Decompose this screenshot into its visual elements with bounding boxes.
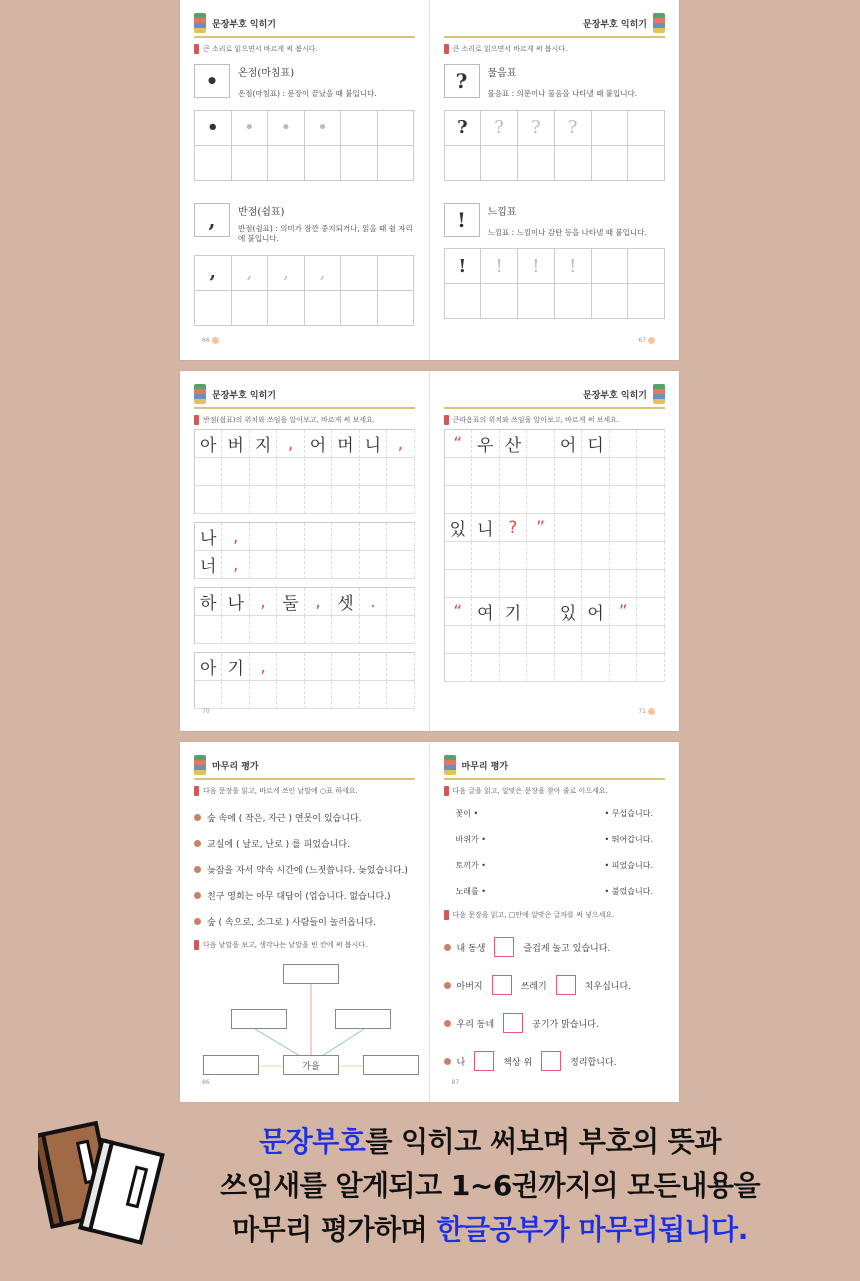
grid-cell[interactable] xyxy=(637,626,665,654)
instruction: 큰따옴표의 위치와 쓰임을 알아보고, 바르게 써 보세요. xyxy=(444,415,666,425)
grid-cell[interactable] xyxy=(250,551,277,579)
workbook-spread-3 xyxy=(180,742,679,1102)
page-66 xyxy=(180,0,430,360)
grid-cell[interactable]: ! xyxy=(518,249,555,284)
grid-cell[interactable] xyxy=(341,146,378,181)
header-title: 마무리 평가 xyxy=(461,761,509,772)
grid-cell[interactable] xyxy=(610,626,638,654)
grid-cell[interactable] xyxy=(445,486,473,514)
grid-cell[interactable] xyxy=(305,146,342,181)
grid-cell[interactable] xyxy=(305,291,342,326)
practice-grid xyxy=(444,110,666,181)
grid-cell[interactable] xyxy=(555,626,583,654)
mark-title: 반점(쉼표) xyxy=(238,206,285,218)
promo-line-3: 마무리 평가하며 한글공부가 마무리됩니다. xyxy=(232,1213,748,1246)
grid-cell[interactable]: • xyxy=(232,111,269,146)
grid-cell[interactable] xyxy=(592,111,629,146)
grid-cell[interactable] xyxy=(637,598,665,626)
page-header xyxy=(194,752,415,780)
grid-cell[interactable] xyxy=(222,616,249,644)
grid-cell[interactable]: 산 xyxy=(500,430,528,458)
grid-cell[interactable] xyxy=(341,256,378,291)
grid-cell[interactable]: 나 xyxy=(195,523,222,551)
grid-cell[interactable] xyxy=(360,486,387,514)
grid-cell[interactable] xyxy=(610,570,638,598)
grid-cell[interactable] xyxy=(445,146,482,181)
mark-glyph: , xyxy=(194,203,230,237)
grid-cell[interactable]: 기 xyxy=(222,653,249,681)
grid-cell[interactable] xyxy=(195,291,232,326)
grid-cell[interactable] xyxy=(387,523,414,551)
writing-grid-quotes xyxy=(444,429,666,682)
grid-cell[interactable] xyxy=(582,458,610,486)
grid-cell[interactable] xyxy=(222,681,249,709)
header-title: 문장부호 익히기 xyxy=(583,19,647,30)
grid-cell[interactable] xyxy=(332,523,359,551)
books-icon xyxy=(194,384,206,404)
grid-cell[interactable] xyxy=(555,570,583,598)
grid-cell[interactable] xyxy=(332,458,359,486)
grid-cell[interactable] xyxy=(341,291,378,326)
grid-cell[interactable] xyxy=(332,616,359,644)
word-box-left[interactable] xyxy=(231,1009,287,1029)
grid-cell[interactable]: “ xyxy=(445,598,473,626)
grid-cell[interactable] xyxy=(232,291,269,326)
grid-cell[interactable] xyxy=(445,458,473,486)
books-icon xyxy=(444,755,456,775)
grid-cell[interactable] xyxy=(445,570,473,598)
grid-cell[interactable] xyxy=(445,284,482,319)
grid-cell[interactable] xyxy=(378,111,415,146)
answer-box[interactable] xyxy=(492,975,512,995)
mark-glyph: ! xyxy=(444,203,480,237)
page-header xyxy=(444,752,666,780)
grid-cell[interactable]: 나 xyxy=(222,588,249,616)
pencil-icon xyxy=(444,44,449,54)
pencil-icon xyxy=(444,415,449,425)
promo-section xyxy=(0,1110,860,1281)
pencil-icon xyxy=(194,44,199,54)
grid-cell[interactable]: 어 xyxy=(582,598,610,626)
grid-cell[interactable] xyxy=(305,551,332,579)
grid-cell[interactable] xyxy=(527,430,555,458)
grid-cell[interactable] xyxy=(472,542,500,570)
grid-cell[interactable] xyxy=(582,542,610,570)
grid-cell[interactable] xyxy=(472,626,500,654)
page-header xyxy=(444,381,666,409)
grid-cell[interactable] xyxy=(277,486,304,514)
answer-box[interactable] xyxy=(503,1013,523,1033)
grid-cell[interactable]: 너 xyxy=(195,551,222,579)
grid-cell[interactable] xyxy=(360,653,387,681)
grid-cell[interactable] xyxy=(360,616,387,644)
grid-cell[interactable]: ” xyxy=(610,598,638,626)
center-word: 가을 xyxy=(283,1055,339,1075)
grid-cell[interactable] xyxy=(222,486,249,514)
grid-cell[interactable]: , xyxy=(232,256,269,291)
mark-desc: 온점(마침표) : 문장이 끝났을 때 붙입니다. xyxy=(238,89,377,98)
grid-cell[interactable] xyxy=(610,430,638,458)
grid-cell[interactable]: , xyxy=(305,588,332,616)
instruction: 다음 글을 읽고, 알맞은 문장을 찾아 줄로 이으세요. xyxy=(444,786,666,796)
quiz-item: 숲 ( 속으로, 소그로 ) 사람들이 놀러옵니다. xyxy=(194,908,415,934)
grid-cell[interactable] xyxy=(445,542,473,570)
grid-cell[interactable] xyxy=(387,551,414,579)
match-row: 꽃이 • • 무섭습니다. xyxy=(455,808,653,818)
grid-cell[interactable] xyxy=(445,626,473,654)
grid-cell[interactable] xyxy=(360,523,387,551)
grid-cell[interactable] xyxy=(332,681,359,709)
grid-cell[interactable]: 니 xyxy=(360,430,387,458)
grid-cell[interactable] xyxy=(610,458,638,486)
answer-box[interactable] xyxy=(541,1051,561,1071)
grid-cell[interactable]: , xyxy=(195,256,232,291)
match-row: 바위가 • • 뛰어갑니다. xyxy=(455,834,653,844)
mark-glyph: ? xyxy=(444,64,480,98)
grid-cell[interactable]: ” xyxy=(527,514,555,542)
page-number: 66 xyxy=(202,337,219,344)
grid-cell[interactable]: 우 xyxy=(472,430,500,458)
mark-desc: 반점(쉼표) : 의미가 잠깐 중지되거나, 읽을 때 쉴 자리에 붙입니다. xyxy=(238,223,413,243)
quiz-item: 교실에 ( 날로, 난로 ) 를 피었습니다. xyxy=(194,830,415,856)
grid-cell[interactable] xyxy=(360,681,387,709)
grid-cell[interactable] xyxy=(387,486,414,514)
mark-title: 물음표 xyxy=(487,68,517,79)
grid-cell[interactable] xyxy=(527,654,555,682)
grid-cell[interactable] xyxy=(250,486,277,514)
fill-item: 우리 동네 공기가 맑습니다. xyxy=(444,1004,666,1042)
writing-grid-4 xyxy=(194,652,415,709)
grid-cell[interactable] xyxy=(332,486,359,514)
header-title: 문장부호 익히기 xyxy=(212,19,276,30)
grid-cell[interactable] xyxy=(610,654,638,682)
mark-desc: 물음표 : 의문이나 물음을 나타낼 때 붙입니다. xyxy=(487,89,638,98)
grid-cell[interactable]: 어 xyxy=(305,430,332,458)
word-box-top[interactable] xyxy=(283,964,339,984)
quiz-item: 친구 영희는 아무 대답이 (업습니다. 없습니다.) xyxy=(194,882,415,908)
books-icon xyxy=(653,13,665,33)
quiz-list xyxy=(194,804,415,934)
match-row: 노래를 • • 불렀습니다. xyxy=(455,886,653,896)
grid-cell[interactable] xyxy=(332,653,359,681)
grid-cell[interactable] xyxy=(472,486,500,514)
grid-cell[interactable] xyxy=(387,458,414,486)
grid-cell[interactable] xyxy=(555,284,592,319)
grid-cell[interactable] xyxy=(195,486,222,514)
grid-cell[interactable] xyxy=(195,458,222,486)
mark-exclamation xyxy=(444,203,666,239)
grid-cell[interactable] xyxy=(277,551,304,579)
page-header xyxy=(444,10,666,38)
grid-cell[interactable] xyxy=(555,458,583,486)
grid-cell[interactable] xyxy=(268,291,305,326)
grid-cell[interactable]: ! xyxy=(445,249,482,284)
workbook-spread-2 xyxy=(180,371,679,731)
page-70 xyxy=(180,371,430,731)
grid-cell[interactable] xyxy=(305,523,332,551)
grid-cell[interactable]: 기 xyxy=(500,598,528,626)
grid-cell[interactable] xyxy=(378,256,415,291)
grid-cell[interactable]: , xyxy=(305,256,342,291)
grid-cell[interactable] xyxy=(500,486,528,514)
grid-cell[interactable]: 디 xyxy=(582,430,610,458)
grid-cell[interactable]: , xyxy=(250,588,277,616)
writing-grid-2 xyxy=(194,522,415,579)
grid-cell[interactable]: 버 xyxy=(222,430,249,458)
grid-cell[interactable] xyxy=(250,458,277,486)
practice-grid xyxy=(444,248,666,319)
mark-glyph: • xyxy=(194,64,230,98)
grid-cell[interactable] xyxy=(305,681,332,709)
mark-title: 온점(마침표) xyxy=(238,68,295,79)
grid-cell[interactable] xyxy=(268,146,305,181)
grid-cell[interactable] xyxy=(527,626,555,654)
grid-cell[interactable]: ? xyxy=(500,514,528,542)
word-box-bottom-left[interactable] xyxy=(203,1055,259,1075)
grid-cell[interactable]: 있 xyxy=(555,598,583,626)
grid-cell[interactable]: ? xyxy=(481,111,518,146)
grid-cell[interactable] xyxy=(610,514,638,542)
grid-cell[interactable] xyxy=(387,681,414,709)
grid-cell[interactable] xyxy=(387,616,414,644)
grid-cell[interactable]: 니 xyxy=(472,514,500,542)
quiz-item: 숲 속에 ( 작은, 자근 ) 연못이 있습니다. xyxy=(194,804,415,830)
grid-cell[interactable] xyxy=(628,284,665,319)
fill-item: 나 책상 위 정리합니다. xyxy=(444,1042,666,1080)
fill-item: 내 동생 즐겁게 놀고 있습니다. xyxy=(444,928,666,966)
grid-cell[interactable] xyxy=(305,653,332,681)
grid-cell[interactable] xyxy=(637,458,665,486)
page-87 xyxy=(430,742,680,1102)
grid-cell[interactable] xyxy=(250,681,277,709)
grid-cell[interactable] xyxy=(500,458,528,486)
grid-cell[interactable] xyxy=(555,514,583,542)
page-number: 70 xyxy=(202,708,210,715)
grid-cell[interactable] xyxy=(582,654,610,682)
grid-cell[interactable] xyxy=(387,588,414,616)
mark-desc: 느낌표 : 느낌이나 감탄 등을 나타낼 때 붙입니다. xyxy=(487,227,647,237)
grid-cell[interactable] xyxy=(277,458,304,486)
grid-cell[interactable] xyxy=(500,654,528,682)
grid-cell[interactable] xyxy=(637,430,665,458)
grid-cell[interactable] xyxy=(332,551,359,579)
grid-cell[interactable] xyxy=(305,616,332,644)
grid-cell[interactable] xyxy=(518,146,555,181)
grid-cell[interactable]: 있 xyxy=(445,514,473,542)
grid-cell[interactable]: , xyxy=(250,653,277,681)
grid-cell[interactable] xyxy=(360,458,387,486)
grid-cell[interactable]: , xyxy=(222,551,249,579)
grid-cell[interactable]: 여 xyxy=(472,598,500,626)
grid-cell[interactable] xyxy=(378,146,415,181)
grid-cell[interactable] xyxy=(195,616,222,644)
grid-cell[interactable]: “ xyxy=(445,430,473,458)
page-number: 67 xyxy=(638,337,655,344)
grid-cell[interactable] xyxy=(305,458,332,486)
pencil-icon xyxy=(444,786,449,796)
grid-cell[interactable] xyxy=(387,653,414,681)
grid-cell[interactable]: • xyxy=(195,111,232,146)
grid-cell[interactable] xyxy=(481,146,518,181)
word-box-right[interactable] xyxy=(335,1009,391,1029)
grid-cell[interactable] xyxy=(360,551,387,579)
grid-cell[interactable] xyxy=(277,523,304,551)
grid-cell[interactable] xyxy=(610,542,638,570)
grid-cell[interactable] xyxy=(305,486,332,514)
fill-item: 아버지 쓰레기 치우십니다. xyxy=(444,966,666,1004)
word-box-bottom-right[interactable] xyxy=(363,1055,419,1075)
grid-cell[interactable] xyxy=(195,146,232,181)
grid-cell[interactable]: , xyxy=(268,256,305,291)
grid-cell[interactable]: 지 xyxy=(250,430,277,458)
grid-cell[interactable] xyxy=(500,542,528,570)
page-header xyxy=(194,10,415,38)
pencil-icon xyxy=(194,940,199,950)
grid-cell[interactable]: , xyxy=(222,523,249,551)
page-number: 71 xyxy=(638,708,655,715)
mark-question xyxy=(444,64,666,100)
workbook-spread-1 xyxy=(180,0,679,360)
mark-period xyxy=(194,64,415,100)
grid-cell[interactable] xyxy=(472,570,500,598)
grid-cell[interactable] xyxy=(555,486,583,514)
grid-cell[interactable] xyxy=(527,486,555,514)
grid-cell[interactable] xyxy=(527,458,555,486)
grid-cell[interactable] xyxy=(582,486,610,514)
match-row: 토끼가 • • 피었습니다. xyxy=(455,860,653,870)
grid-cell[interactable]: 머 xyxy=(332,430,359,458)
pencil-icon xyxy=(444,910,449,920)
grid-cell[interactable]: 셋 xyxy=(332,588,359,616)
grid-cell[interactable]: • xyxy=(268,111,305,146)
grid-cell[interactable] xyxy=(500,570,528,598)
grid-cell[interactable]: ? xyxy=(518,111,555,146)
books-icon xyxy=(194,755,206,775)
pencil-icon xyxy=(194,786,199,796)
grid-cell[interactable] xyxy=(518,284,555,319)
grid-cell[interactable]: • xyxy=(305,111,342,146)
instruction: 큰 소리로 읽으면서 바르게 써 봅시다. xyxy=(194,44,415,54)
grid-cell[interactable]: ? xyxy=(555,111,592,146)
quiz-item: 늦잠을 자서 약속 시간에 (느젓씁니다. 늦었습니다.) xyxy=(194,856,415,882)
fill-list xyxy=(444,928,666,1080)
answer-box[interactable] xyxy=(494,937,514,957)
mark-title: 느낌표 xyxy=(487,206,517,218)
writing-grid-1 xyxy=(194,429,415,514)
matching-list xyxy=(444,800,666,904)
grid-cell[interactable] xyxy=(592,249,629,284)
grid-cell[interactable]: , xyxy=(387,430,414,458)
grid-cell[interactable] xyxy=(341,111,378,146)
header-title: 문장부호 익히기 xyxy=(212,390,276,401)
grid-cell[interactable]: , xyxy=(277,430,304,458)
grid-cell[interactable] xyxy=(222,458,249,486)
instruction: 다음 문장을 읽고, □안에 알맞은 글자를 써 넣으세요. xyxy=(444,910,666,920)
grid-cell[interactable]: 하 xyxy=(195,588,222,616)
grid-cell[interactable] xyxy=(637,542,665,570)
grid-cell[interactable]: 둘 xyxy=(277,588,304,616)
instruction: 반점(쉼표)의 위치와 쓰임을 알아보고, 바르게 써 보세요. xyxy=(194,415,415,425)
grid-cell[interactable] xyxy=(628,111,665,146)
books-icon xyxy=(653,384,665,404)
grid-cell[interactable] xyxy=(582,514,610,542)
grid-cell[interactable] xyxy=(195,681,222,709)
grid-cell[interactable] xyxy=(445,654,473,682)
grid-cell[interactable] xyxy=(628,146,665,181)
grid-cell[interactable] xyxy=(527,542,555,570)
grid-cell[interactable] xyxy=(250,616,277,644)
page-67 xyxy=(430,0,680,360)
grid-cell[interactable] xyxy=(555,654,583,682)
grid-cell[interactable]: ! xyxy=(481,249,518,284)
grid-cell[interactable] xyxy=(250,523,277,551)
grid-cell[interactable]: ? xyxy=(445,111,482,146)
writing-grid-3 xyxy=(194,587,415,644)
grid-cell[interactable]: . xyxy=(360,588,387,616)
practice-grid xyxy=(194,110,415,181)
grid-cell[interactable]: 어 xyxy=(555,430,583,458)
grid-cell[interactable] xyxy=(637,570,665,598)
answer-box[interactable] xyxy=(474,1051,494,1071)
grid-cell[interactable] xyxy=(500,626,528,654)
mark-comma xyxy=(194,203,415,245)
grid-cell[interactable] xyxy=(378,291,415,326)
grid-cell[interactable] xyxy=(527,598,555,626)
grid-cell[interactable] xyxy=(472,458,500,486)
promo-line-1: 문장부호를 익히고 써보며 부호의 뜻과 xyxy=(259,1125,721,1158)
grid-cell[interactable] xyxy=(277,616,304,644)
page-number: 86 xyxy=(202,1079,210,1086)
page-number: 87 xyxy=(451,1079,460,1086)
grid-cell[interactable] xyxy=(637,514,665,542)
pencil-icon xyxy=(194,415,199,425)
grid-cell[interactable]: 아 xyxy=(195,430,222,458)
grid-cell[interactable] xyxy=(592,284,629,319)
header-title: 마무리 평가 xyxy=(212,761,259,772)
grid-cell[interactable] xyxy=(555,542,583,570)
practice-grid xyxy=(194,255,415,326)
grid-cell[interactable] xyxy=(637,486,665,514)
header-title: 문장부호 익히기 xyxy=(583,390,647,401)
answer-box[interactable] xyxy=(556,975,576,995)
promo-line-2: 쓰임새를 알게되고 1~6권까지의 모든내용을 xyxy=(220,1169,760,1202)
grid-cell[interactable] xyxy=(637,654,665,682)
instruction: 다음 문장을 읽고, 바르게 쓰인 낱말에 ○표 하세요. xyxy=(194,786,415,796)
grid-cell[interactable] xyxy=(527,570,555,598)
grid-cell[interactable]: 아 xyxy=(195,653,222,681)
grid-cell[interactable]: ! xyxy=(555,249,592,284)
grid-cell[interactable] xyxy=(277,653,304,681)
grid-cell[interactable] xyxy=(610,486,638,514)
page-header xyxy=(194,381,415,409)
instruction: 큰 소리로 읽으면서 바르게 써 봅시다. xyxy=(444,44,666,54)
grid-cell[interactable] xyxy=(582,570,610,598)
grid-cell[interactable] xyxy=(481,284,518,319)
grid-cell[interactable] xyxy=(232,146,269,181)
grid-cell[interactable] xyxy=(628,249,665,284)
grid-cell[interactable] xyxy=(592,146,629,181)
grid-cell[interactable] xyxy=(472,654,500,682)
page-71 xyxy=(430,371,680,731)
page-86 xyxy=(180,742,430,1102)
grid-cell[interactable] xyxy=(555,146,592,181)
books-icon xyxy=(194,13,206,33)
grid-cell[interactable] xyxy=(582,626,610,654)
instruction: 다음 낱말을 보고, 생각나는 낱말을 빈 칸에 써 봅시다. xyxy=(194,940,415,950)
grid-cell[interactable] xyxy=(277,681,304,709)
